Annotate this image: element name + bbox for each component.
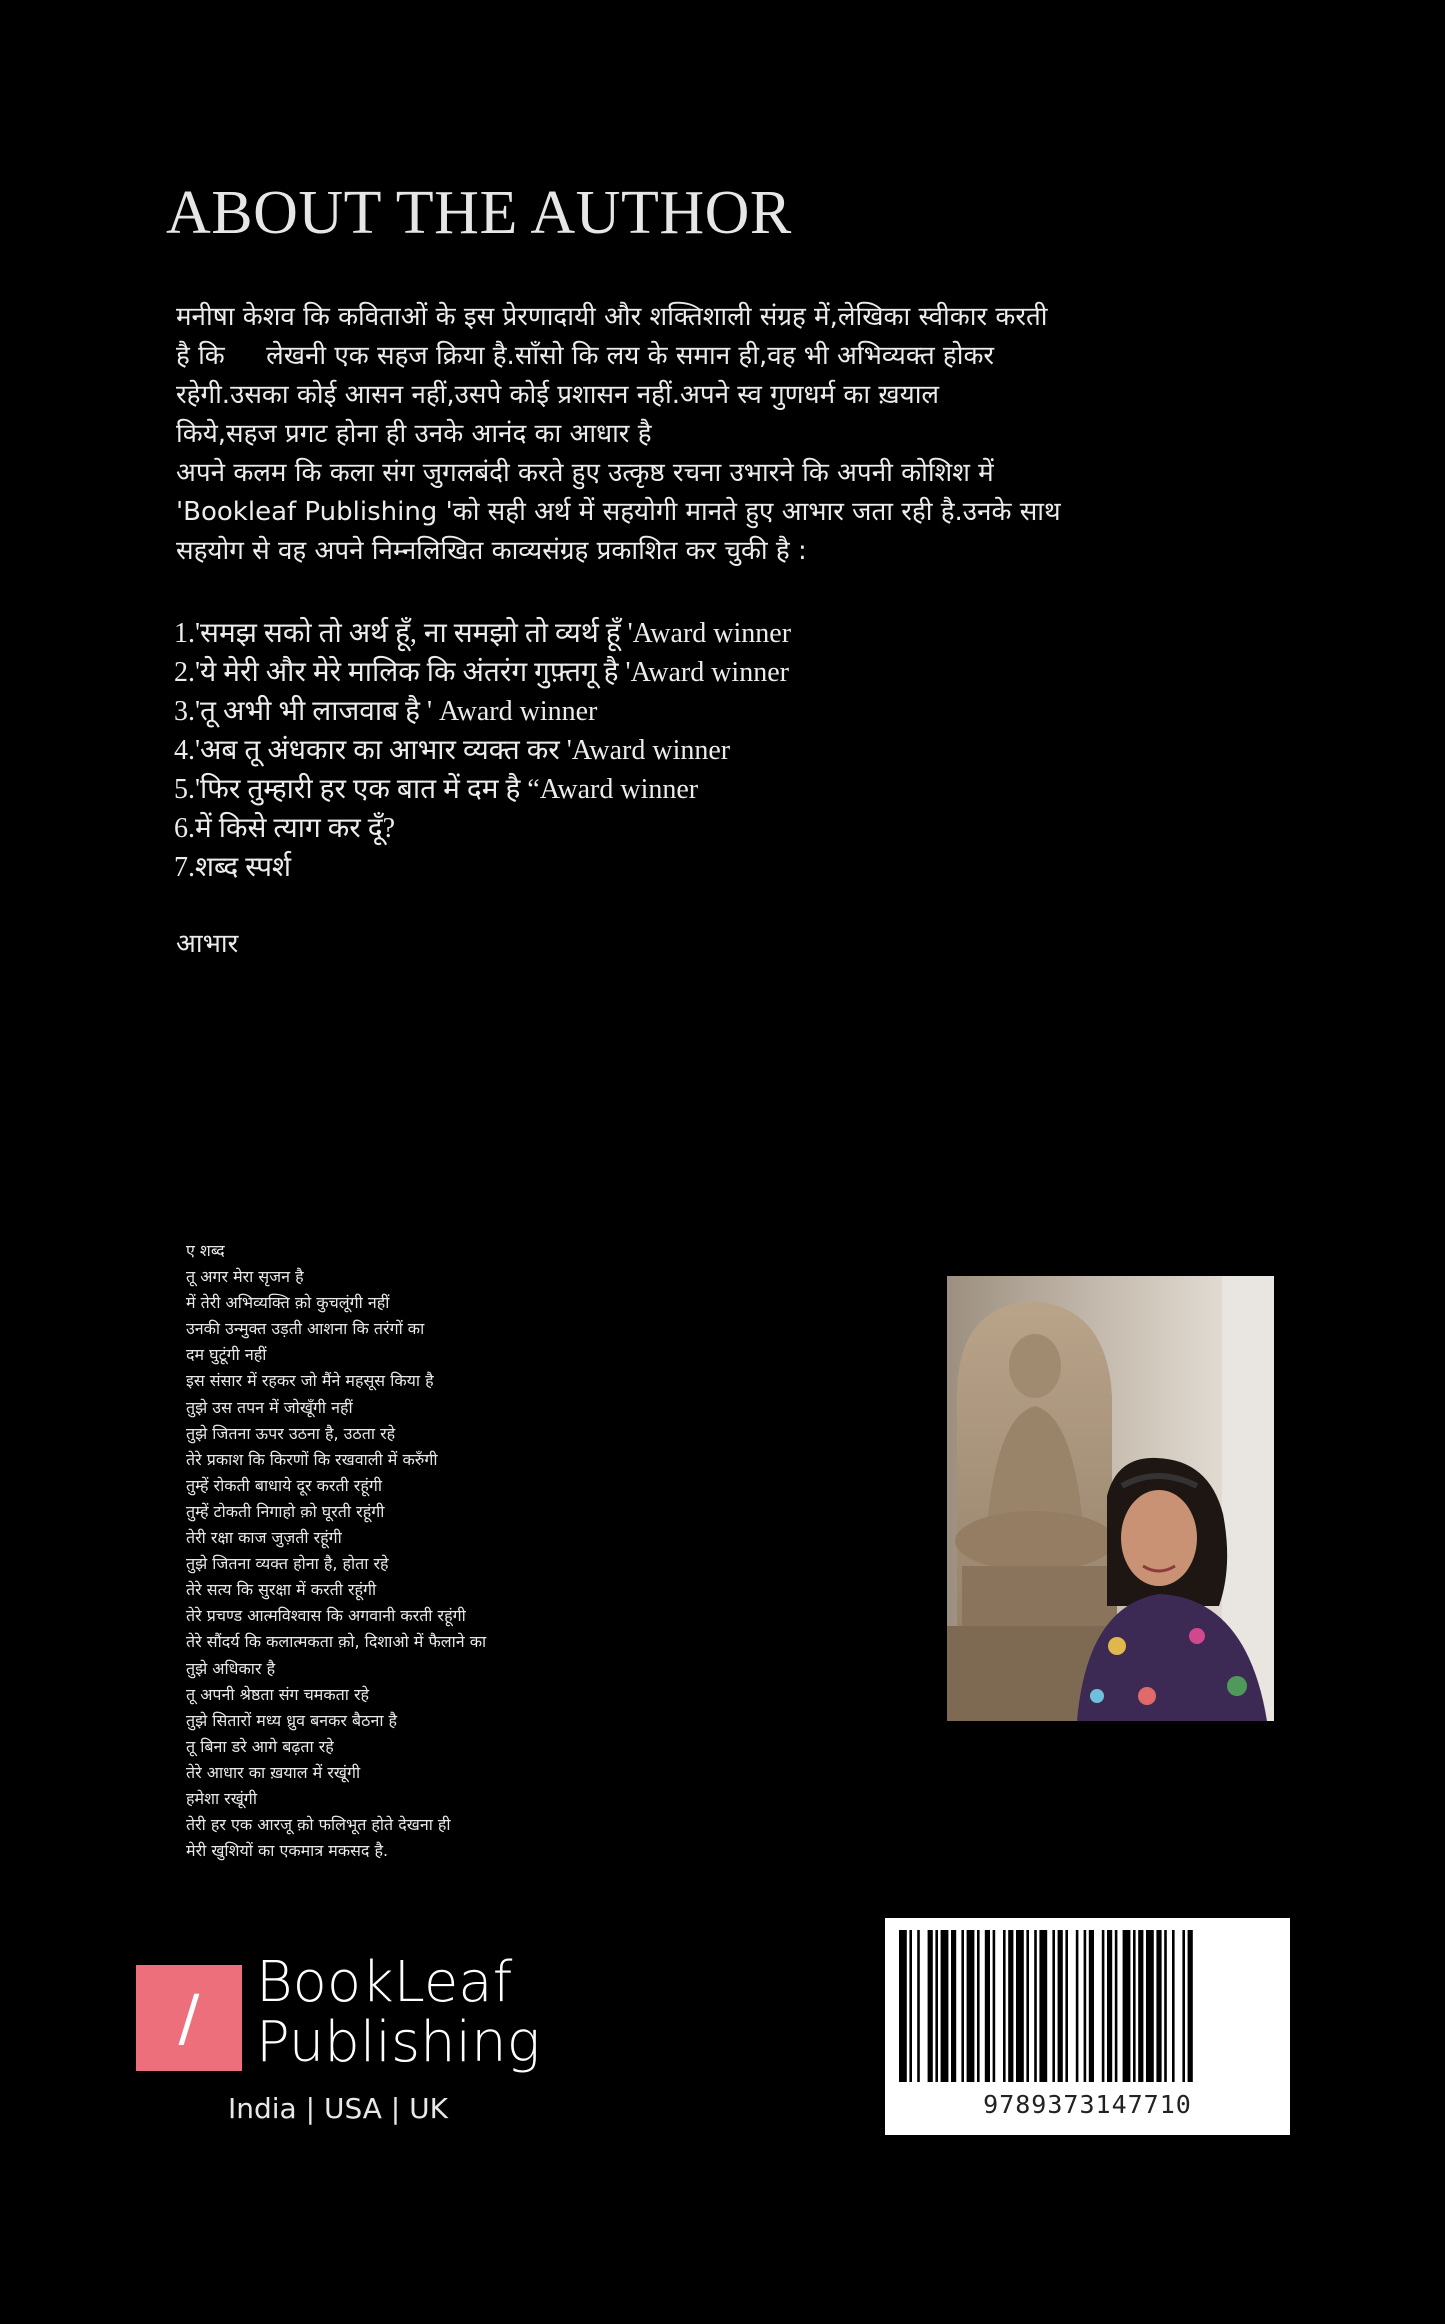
barcode-bar: [909, 1930, 912, 2082]
barcode-bar: [1156, 1930, 1161, 2082]
intro-line: है कि लेखनी एक सहज क्रिया है.साँसो कि लय के समान ही,वह भी अभिव्यक्त होकर: [176, 341, 995, 371]
barcode-bar: [917, 1930, 920, 2082]
poem-line: तेरे सत्य कि सुरक्षा में करती रहूंगी: [186, 1580, 377, 1600]
barcode-bars-icon: [885, 1918, 1290, 2086]
poem-line: तू अपनी श्रेष्ठता संग चमकता रहे: [186, 1684, 370, 1704]
barcode-bar: [993, 1930, 996, 2082]
poem-line: तेरी हर एक आरजू क़ो फलिभूत होते देखना ही: [186, 1815, 451, 1835]
barcode-bar: [1188, 1930, 1193, 2082]
logo-slash-icon: /: [178, 1981, 200, 2054]
author-intro: [176, 298, 1176, 571]
barcode-bar: [1034, 1930, 1037, 2082]
poem-line: में तेरी अभिव्यक्ति क़ो कुचलूंगी नहीं: [186, 1293, 390, 1313]
barcode-bar: [1115, 1930, 1118, 2082]
barcode-bar: [1164, 1930, 1167, 2082]
barcode-bar: [899, 1930, 907, 2082]
poem-line: तेरे प्रचण्ड आत्मविश्वास कि अगवानी करती रहूंगी: [186, 1606, 466, 1626]
publisher-name: [256, 1950, 541, 2075]
thanks-text: आभार: [176, 929, 239, 959]
intro-line: सहयोग से वह अपने निम्नलिखित काव्यसंग्रह प्रकाशित कर चुकी है :: [176, 536, 807, 566]
barcode-bar: [985, 1930, 990, 2082]
intro-line: रहेगी.उसका कोई आसन नहीं,उसपे कोई प्रशासन नहीं.अपने स्व गुणधर्म का ख़याल: [176, 380, 940, 410]
poem-line: तुझे अधिकार है: [186, 1658, 276, 1678]
book-item: 3.'तू अभी भी लाजवाब है ' Award winner: [174, 696, 598, 727]
page-title: ABOUT THE AUTHOR: [166, 179, 792, 247]
barcode-bar: [1003, 1930, 1006, 2082]
poem-line: तुझे उस तपन में जोखूँगी नहीं: [186, 1397, 353, 1417]
publisher-name-line1: BookLeaf: [256, 1950, 513, 2015]
poem: [186, 1238, 586, 1864]
barcode-bar: [1008, 1930, 1013, 2082]
author-photo-illustration: [947, 1276, 1274, 1721]
poem-line: तुझे जितना ऊपर उठना है, उठता रहे: [186, 1423, 396, 1443]
publisher-name-line2: Publishing: [256, 2010, 541, 2075]
barcode-bar: [1182, 1930, 1185, 2082]
poem-line: तू बिना डरे आगे बढ़ता रहे: [186, 1736, 334, 1756]
barcode-bar: [928, 1930, 933, 2082]
book-item: 1.'समझ सको तो अर्थ हूँ, ना समझो तो व्यर्थ हूँ 'Award winner: [174, 618, 792, 649]
barcode-bar: [1146, 1930, 1154, 2082]
intro-line: 'Bookleaf Publishing 'को सही अर्थ में सहयोगी मानते हुए आभार जता रही है.उनके साथ: [176, 497, 1061, 527]
barcode-bar: [951, 1930, 956, 2082]
poem-line: तेरे प्रकाश कि किरणों कि रखवाली में करुँगी: [186, 1449, 438, 1469]
poem-line: तेरी रक्षा काज जुज़ती रहूंगी: [186, 1528, 342, 1548]
barcode-bar: [1123, 1930, 1131, 2082]
intro-line: किये,सहज प्रगट होना ही उनके आनंद का आधार है: [176, 419, 652, 449]
book-item: 4.'अब तू अंधकार का आभार व्यक्त कर 'Award winner: [174, 735, 731, 766]
barcode-bar: [1039, 1930, 1047, 2082]
barcode-bar: [961, 1930, 964, 2082]
book-item: 5.'फिर तुम्हारी हर एक बात में दम है “Award winner: [174, 774, 699, 805]
poem-line: तुम्हें टोकती निगाहो क़ो घूरती रहूंगी: [186, 1501, 385, 1521]
poem-line: तुझे जितना व्यक्त होना है, होता रहे: [186, 1554, 389, 1574]
publisher-logo: [136, 1965, 242, 2071]
barcode-bar: [1133, 1930, 1136, 2082]
poem-line: उनकी उन्मुक्त उड़ती आशना कि तरंगों का: [186, 1319, 425, 1339]
poem-line: ए शब्द: [186, 1241, 225, 1260]
barcode-bar: [1089, 1930, 1094, 2082]
barcode-bar: [1138, 1930, 1143, 2082]
barcode-bar: [1016, 1930, 1024, 2082]
barcode-bar: [1026, 1930, 1029, 2082]
barcode-bar: [1172, 1930, 1175, 2082]
poem-line: तू अगर मेरा सृजन है: [186, 1267, 304, 1287]
barcode-bar: [1058, 1930, 1063, 2082]
poem-line: हमेशा रखूंगी: [186, 1788, 257, 1808]
barcode-bar: [1065, 1930, 1068, 2082]
barcode: [885, 1918, 1290, 2135]
book-list: [174, 614, 791, 887]
book-item: 6.में किसे त्याग कर दूँ?: [174, 813, 396, 844]
author-photo: [947, 1276, 1274, 1721]
barcode-bar: [977, 1930, 980, 2082]
barcode-bar: [1107, 1930, 1112, 2082]
barcode-bar: [1102, 1930, 1105, 2082]
barcode-bar: [1084, 1930, 1087, 2082]
barcode-bar: [967, 1930, 975, 2082]
barcode-bar: [941, 1930, 949, 2082]
poem-line: तुम्हें रोकती बाधाये दूर करती रहूंगी: [186, 1475, 382, 1495]
barcode-bar: [1052, 1930, 1055, 2082]
poem-line: तेरे आधार का ख़याल में रखूंगी: [186, 1762, 361, 1782]
barcode-bar: [1076, 1930, 1079, 2082]
book-item: 2.'ये मेरी और मेरे मालिक कि अंतरंग गुफ़्तगू है 'Award winner: [174, 657, 789, 688]
intro-line: मनीषा केशव कि कविताओं के इस प्रेरणादायी और शक्तिशाली संग्रह में,लेखिका स्वीकार करती: [176, 302, 1048, 332]
book-item: 7.शब्द स्पर्श: [174, 852, 292, 883]
poem-line: दम घुटूंगी नहीं: [186, 1345, 267, 1365]
poem-line: तेरे सौंदर्य कि कलात्मकता क़ो, दिशाओ में फैलाने का: [186, 1632, 487, 1652]
isbn-number: 9789373147710: [983, 2090, 1192, 2119]
poem-line: तुझे सितारों मध्य ध्रुव बनकर बैठना है: [186, 1710, 398, 1730]
poem-line: इस संसार में रहकर जो मैंने महसूस किया है: [186, 1371, 434, 1391]
poem-line: मेरी खुशियों का एकमात्र मकसद है.: [186, 1841, 389, 1861]
intro-line: अपने कलम कि कला संग जुगलबंदी करते हुए उत्कृष्ठ रचना उभारने कि अपनी कोशिश में: [176, 458, 994, 488]
barcode-bar: [935, 1930, 938, 2082]
publisher-regions: India | USA | UK: [228, 2092, 448, 2125]
